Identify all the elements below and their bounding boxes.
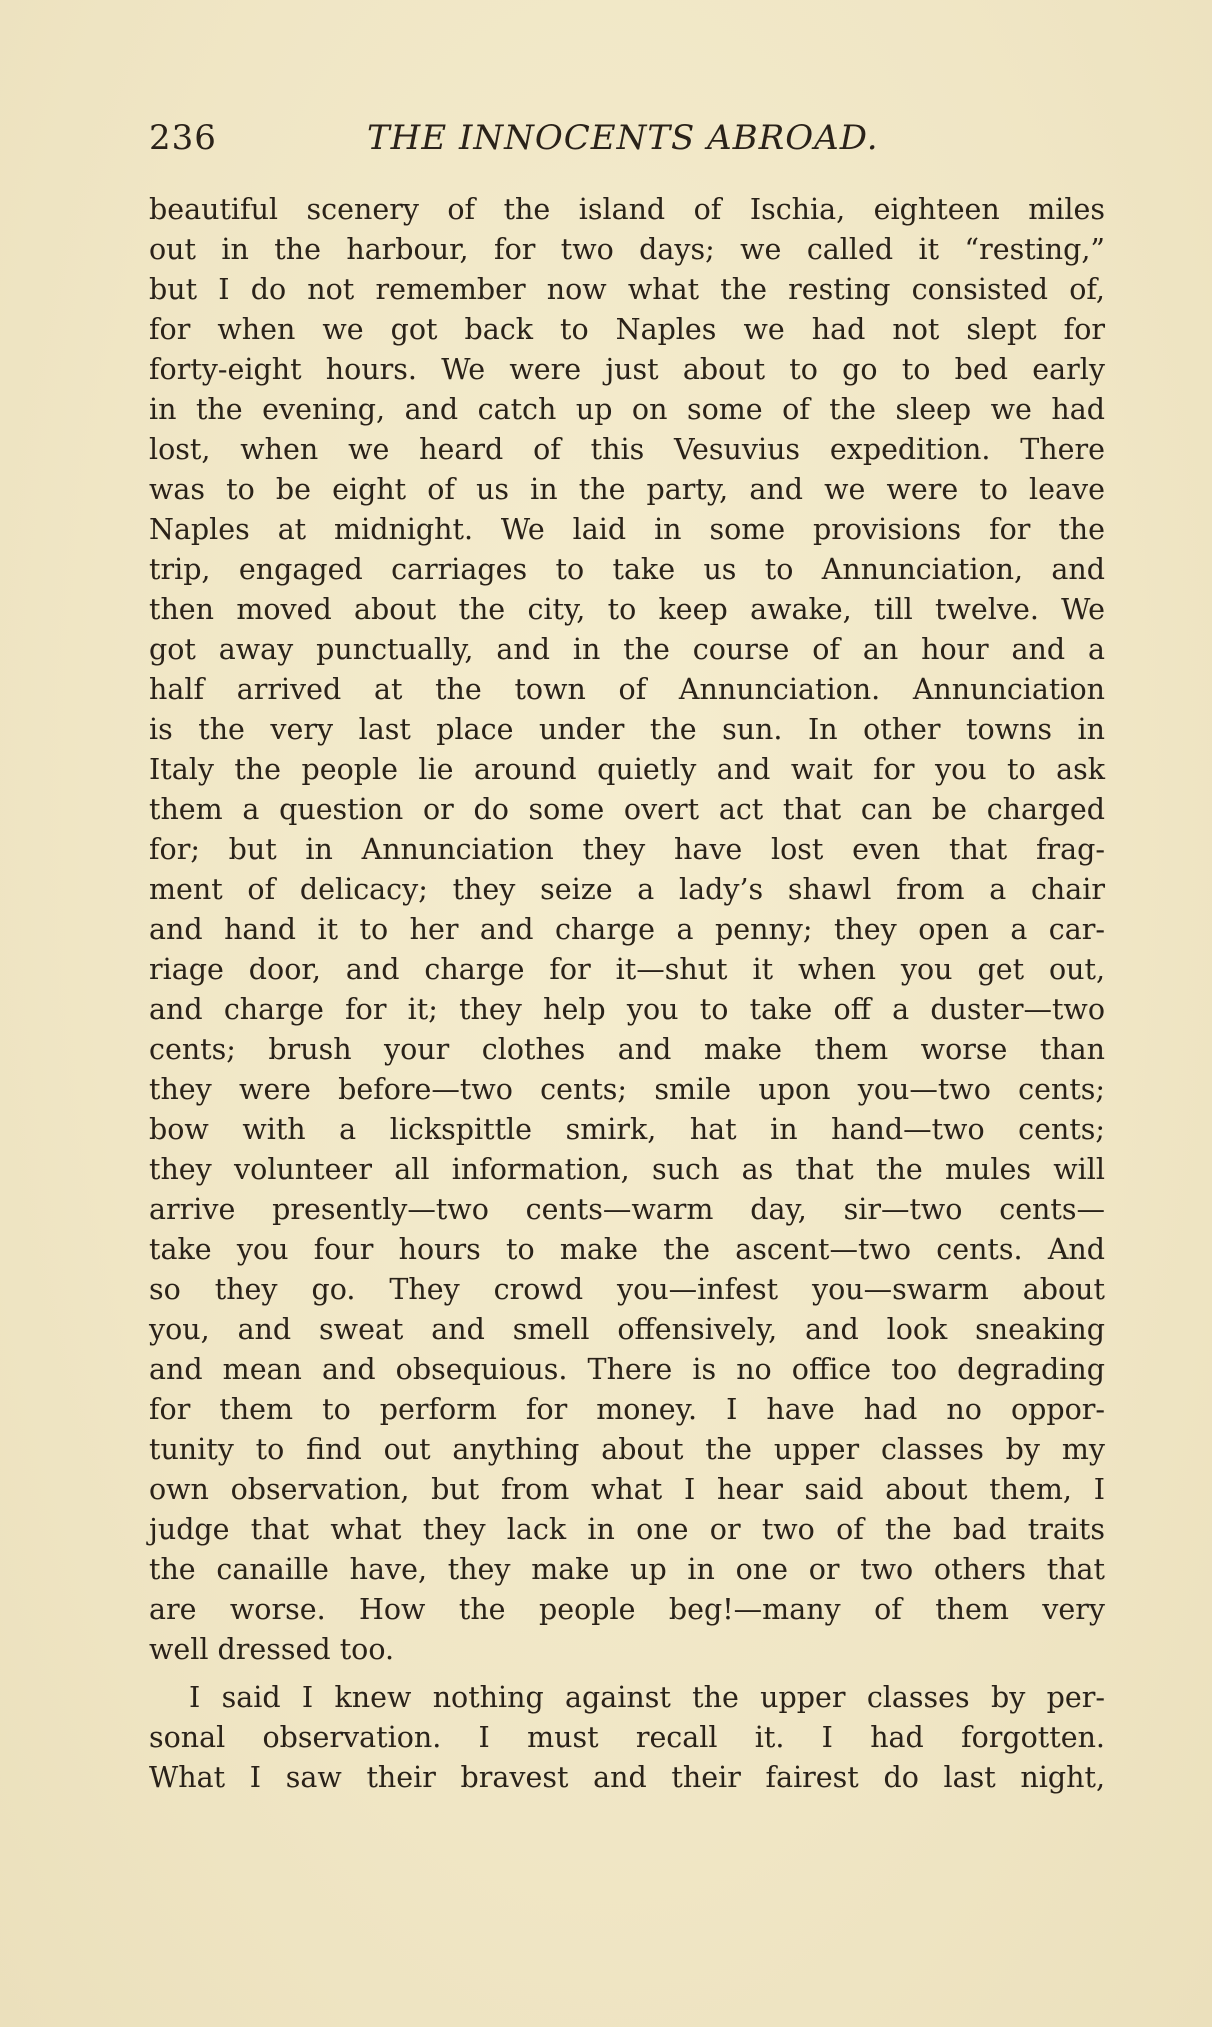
text-line: forty-eight hours. We were just about to go to bed early bbox=[149, 353, 1105, 386]
page-header bbox=[149, 118, 1099, 166]
text-line: in the evening, and catch up on some of the sleep we had bbox=[149, 393, 1105, 426]
text-line: I said I knew nothing against the upper classes by per- bbox=[189, 1681, 1105, 1714]
text-line: take you four hours to make the ascent—two cents. And bbox=[149, 1233, 1105, 1266]
text-line: and charge for it; they help you to take off a duster—two bbox=[149, 993, 1105, 1026]
page-number: 236 bbox=[149, 118, 217, 158]
text-line: What I saw their bravest and their fairest do last night, bbox=[149, 1761, 1105, 1794]
text-line: tunity to find out anything about the upper classes by my bbox=[149, 1433, 1105, 1466]
text-line: arrive presently—two cents—warm day, sir—two cents— bbox=[149, 1193, 1105, 1226]
text-line: judge that what they lack in one or two of the bad traits bbox=[149, 1513, 1105, 1546]
text-line: half arrived at the town of Annunciation. Annunciation bbox=[149, 673, 1105, 706]
text-line: then moved about the city, to keep awake, till twelve. We bbox=[149, 593, 1105, 626]
text-line: and mean and obsequious. There is no office too degrading bbox=[149, 1353, 1105, 1386]
text-line: got away punctually, and in the course of an hour and a bbox=[149, 633, 1105, 666]
text-line: bow with a lickspittle smirk, hat in hand—two cents; bbox=[149, 1113, 1105, 1146]
paragraph-gap bbox=[149, 1670, 1105, 1678]
text-line: own observation, but from what I hear said about them, I bbox=[149, 1473, 1105, 1506]
text-line: is the very last place under the sun. In other towns in bbox=[149, 713, 1105, 746]
text-line: sonal observation. I must recall it. I had forgotten. bbox=[149, 1721, 1105, 1754]
text-line: ment of delicacy; they seize a lady’s shawl from a chair bbox=[149, 873, 1105, 906]
text-line: riage door, and charge for it—shut it when you get out, bbox=[149, 953, 1105, 986]
text-line: lost, when we heard of this Vesuvius expedition. There bbox=[149, 433, 1105, 466]
body-text bbox=[149, 190, 1105, 1798]
text-line: they volunteer all information, such as that the mules will bbox=[149, 1153, 1105, 1186]
running-title: THE INNOCENTS ABROAD. bbox=[367, 118, 879, 158]
text-line: for them to perform for money. I have had no oppor- bbox=[149, 1393, 1105, 1426]
text-line: are worse. How the people beg!—many of them very bbox=[149, 1593, 1105, 1626]
text-line: cents; brush your clothes and make them worse than bbox=[149, 1033, 1105, 1066]
text-line: was to be eight of us in the party, and we were to leave bbox=[149, 473, 1105, 506]
text-line: out in the harbour, for two days; we called it “resting,” bbox=[149, 233, 1105, 266]
paragraph-2 bbox=[149, 1678, 1105, 1798]
text-line: for; but in Annunciation they have lost even that frag- bbox=[149, 833, 1105, 866]
text-line: well dressed too. bbox=[149, 1633, 395, 1666]
text-line: the canaille have, they make up in one or two others that bbox=[149, 1553, 1105, 1586]
text-line: but I do not remember now what the resting consisted of, bbox=[149, 273, 1105, 306]
text-line: you, and sweat and smell offensively, and look sneaking bbox=[149, 1313, 1105, 1346]
text-line: and hand it to her and charge a penny; they open a car- bbox=[149, 913, 1105, 946]
text-line: trip, engaged carriages to take us to Annunciation, and bbox=[149, 553, 1105, 586]
text-line: they were before—two cents; smile upon you—two cents; bbox=[149, 1073, 1105, 1106]
text-line: Naples at midnight. We laid in some provisions for the bbox=[149, 513, 1105, 546]
text-line: them a question or do some overt act that can be charged bbox=[149, 793, 1105, 826]
text-line: so they go. They crowd you—infest you—swarm about bbox=[149, 1273, 1105, 1306]
text-line: Italy the people lie around quietly and wait for you to ask bbox=[149, 753, 1105, 786]
paragraph-1 bbox=[149, 190, 1105, 1670]
text-line: for when we got back to Naples we had not slept for bbox=[149, 313, 1105, 346]
text-line: beautiful scenery of the island of Ischia, eighteen miles bbox=[149, 193, 1105, 226]
